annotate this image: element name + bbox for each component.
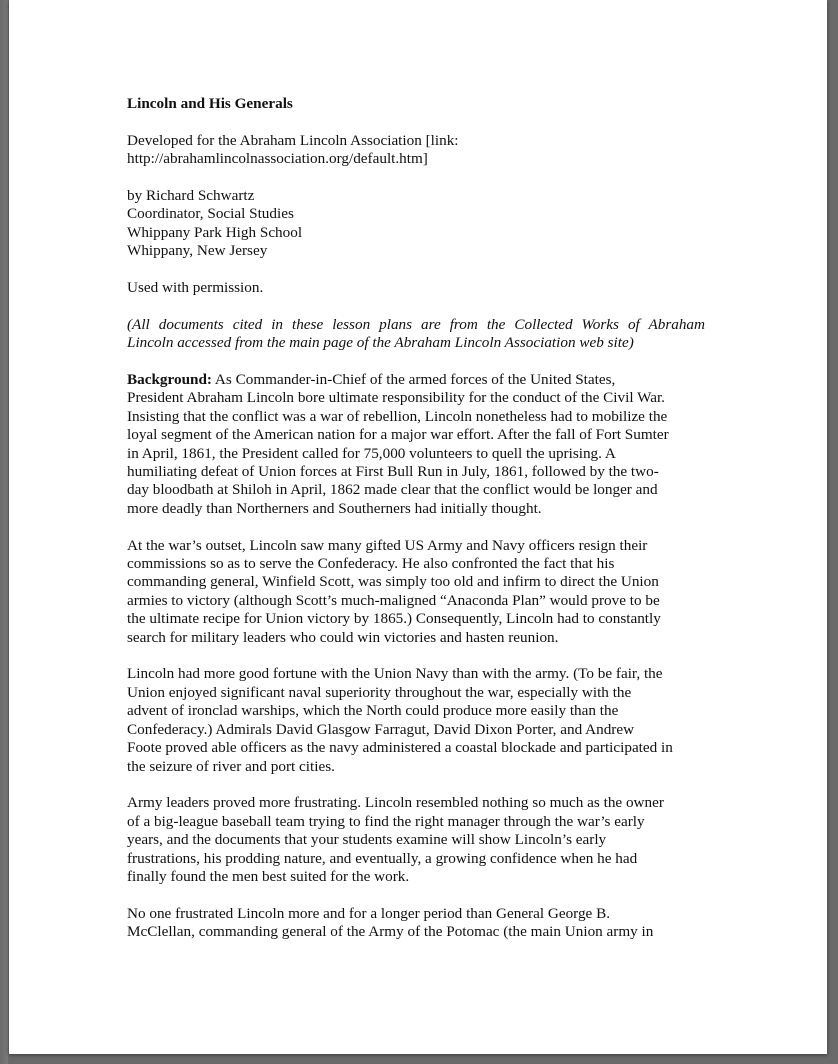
paragraph-line: Insisting that the conflict was a war of rebellion, Lincoln nonetheless had to mobilize the [127,407,668,425]
background-label: Background: [127,371,212,389]
association-link[interactable]: http://abrahamlincolnassociation.org/default.htm] [127,150,428,168]
paragraph-line: No one frustrated Lincoln more and for a longer period than General George B. [127,904,611,922]
paragraph-line: commissions so as to serve the Confederacy. He also confronted the fact that his [127,555,615,573]
author-block [127,187,705,261]
navy-paragraph [127,665,705,775]
paragraph-line: At the war’s outset, Lincoln saw many gifted US Army and Navy officers resign their [127,536,648,554]
paragraph-line: more deadly than Northerners and Southerners had initially thought. [127,499,542,517]
background-paragraph [127,371,705,518]
paragraph-line: armies to victory (although Scott’s much-maligned “Anaconda Plan” would prove to be [127,591,660,609]
author-location: Whippany, New Jersey [127,242,268,260]
paragraph-line: finally found the men best suited for the work. [127,867,410,885]
developed-line: Developed for the Abraham Lincoln Association [link: [127,131,459,149]
citation-note-line: Lincoln accessed from the main page of the Abraham Lincoln Association web site) [127,334,634,352]
author-byline: by Richard Schwartz [127,187,255,204]
paragraph-line: frustrations, his prodding nature, and eventually, a growing confidence when he had [127,849,638,867]
page-content [127,95,705,960]
paragraph-line: commanding general, Winfield Scott, was simply too old and infirm to direct the Union [127,573,659,591]
paragraph-line: Lincoln had more good fortune with the Union Navy than with the army. (To be fair, the [127,665,663,683]
paragraph-line: the ultimate recipe for Union victory by 1865.) Consequently, Lincoln had to constantly [127,610,661,628]
paragraph-line [127,371,705,389]
paragraph-line: advent of ironclad warships, which the North could produce more easily than the [127,702,619,720]
paragraph-line: loyal segment of the American nation for a major war effort. After the fall of Fort Sumter [127,426,669,444]
author-school: Whippany Park High School [127,223,303,241]
mcclellan-paragraph [127,905,705,942]
paragraph-line: day bloodbath at Shiloh in April, 1862 made clear that the conflict would be longer and [127,481,658,499]
developed-for [127,132,705,169]
paragraph-line: of a big-league baseball team trying to find the right manager through the war’s early [127,812,645,830]
paragraph-line: Confederacy.) Admirals David Glasgow Farragut, David Dixon Porter, and Andrew [127,720,635,738]
paragraph-line: in April, 1861, the President called for 75,000 volunteers to quell the uprising. A [127,444,616,462]
permission-note: Used with permission. [127,279,264,297]
war-outset-paragraph [127,537,705,647]
paragraph-line: Army leaders proved more frustrating. Lincoln resembled nothing so much as the owner [127,794,664,812]
paragraph-line: the seizure of river and port cities. [127,757,335,775]
army-paragraph [127,794,705,886]
paragraph-line: Union enjoyed significant naval superiority throughout the war, especially with the [127,683,632,701]
citation-note [127,316,705,353]
author-position: Coordinator, Social Studies [127,205,294,223]
paragraph-line: President Abraham Lincoln bore ultimate responsibility for the conduct of the Civil War. [127,389,665,407]
paragraph-line: years, and the documents that your students examine will show Lincoln’s early [127,831,607,849]
paragraph-line: search for military leaders who could win victories and hasten reunion. [127,628,559,646]
document-title: Lincoln and His Generals [127,95,293,112]
paragraph-line: humiliating defeat of Union forces at First Bull Run in July, 1861, followed by the two- [127,463,659,481]
paragraph-line: McClellan, commanding general of the Army of the Potomac (the main Union army in [127,923,654,941]
citation-note-line: (All documents cited in these lesson plans are from the Collected Works of Abraham [127,315,705,333]
paragraph-line-text: As Commander-in-Chief of the armed forces of the United States, [211,371,616,389]
document-page [9,0,827,1054]
paragraph-line: Foote proved able officers as the navy administered a coastal blockade and participated in [127,739,673,757]
